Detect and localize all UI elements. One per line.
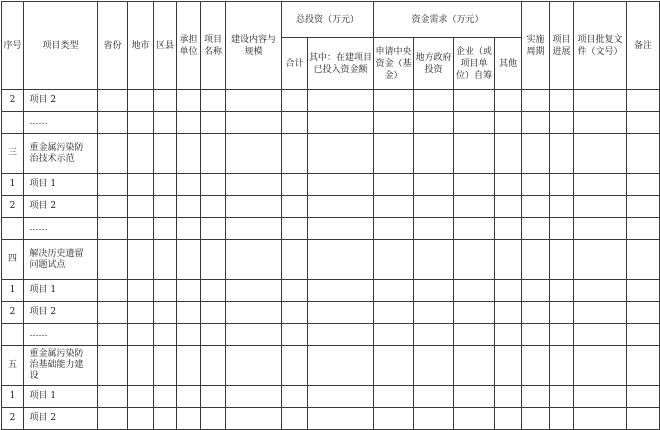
header-county: 区县	[154, 2, 177, 90]
table-cell	[201, 112, 226, 134]
table-cell	[495, 302, 522, 324]
row-type: 项目 1	[24, 174, 98, 196]
table-cell	[495, 196, 522, 218]
table-cell	[98, 324, 128, 346]
table-cell	[454, 90, 495, 112]
table-cell	[495, 134, 522, 174]
table-cell	[177, 324, 201, 346]
row-seq: 2	[2, 408, 24, 430]
table-cell	[454, 302, 495, 324]
table-cell	[414, 302, 454, 324]
header-province: 省份	[98, 2, 128, 90]
table-cell	[201, 386, 226, 408]
table-cell	[128, 408, 154, 430]
table-cell	[282, 302, 308, 324]
table-cell	[226, 174, 282, 196]
table-cell	[574, 302, 627, 324]
table-cell	[454, 324, 495, 346]
table-cell	[308, 174, 374, 196]
row-seq: 2	[2, 196, 24, 218]
table-cell	[495, 408, 522, 430]
table-cell	[574, 174, 627, 196]
table-cell	[522, 240, 550, 280]
table-cell	[201, 134, 226, 174]
table-row	[2, 174, 660, 196]
table-cell	[98, 346, 128, 386]
table-cell	[627, 174, 660, 196]
table-cell	[128, 386, 154, 408]
table-cell	[226, 112, 282, 134]
table-cell	[627, 324, 660, 346]
table-cell	[308, 112, 374, 134]
table-cell	[128, 196, 154, 218]
header-seq: 序号	[2, 2, 24, 90]
table-cell	[308, 134, 374, 174]
table-cell	[308, 324, 374, 346]
table-cell	[154, 90, 177, 112]
header-total: 合计	[282, 38, 308, 90]
header-type: 项目类型	[24, 2, 98, 90]
table-cell	[522, 90, 550, 112]
table-cell	[627, 218, 660, 240]
row-seq	[2, 324, 24, 346]
table-cell	[627, 302, 660, 324]
table-cell	[154, 218, 177, 240]
table-cell	[627, 386, 660, 408]
table-cell	[282, 134, 308, 174]
header-period: 实施周期	[522, 2, 550, 90]
row-seq: 1	[2, 386, 24, 408]
table-row	[2, 280, 660, 302]
table-cell	[454, 174, 495, 196]
table-cell	[98, 112, 128, 134]
table-cell	[226, 408, 282, 430]
table-cell	[495, 240, 522, 280]
row-type: ……	[24, 324, 98, 346]
table-cell	[414, 240, 454, 280]
table-cell	[128, 302, 154, 324]
table-cell	[177, 218, 201, 240]
table-cell	[154, 134, 177, 174]
table-cell	[454, 112, 495, 134]
table-cell	[226, 386, 282, 408]
table-row	[2, 386, 660, 408]
table-cell	[177, 302, 201, 324]
table-cell	[282, 324, 308, 346]
table-cell	[574, 280, 627, 302]
header-remarks: 备注	[627, 2, 660, 90]
table-cell	[282, 408, 308, 430]
table-cell	[308, 346, 374, 386]
table-cell	[522, 408, 550, 430]
table-cell	[574, 324, 627, 346]
table-cell	[226, 324, 282, 346]
table-cell	[574, 90, 627, 112]
table-cell	[308, 218, 374, 240]
table-cell	[414, 346, 454, 386]
header-local: 地方政府投资	[414, 38, 454, 90]
table-cell	[308, 90, 374, 112]
table-cell	[550, 302, 574, 324]
table-cell	[226, 240, 282, 280]
row-seq	[2, 218, 24, 240]
table-cell	[550, 112, 574, 134]
row-seq: 2	[2, 90, 24, 112]
table-cell	[574, 240, 627, 280]
table-cell	[374, 174, 414, 196]
table-cell	[414, 280, 454, 302]
table-cell	[128, 218, 154, 240]
table-cell	[98, 90, 128, 112]
row-seq: 五	[2, 346, 24, 386]
table-cell	[522, 346, 550, 386]
table-cell	[226, 346, 282, 386]
table-cell	[414, 196, 454, 218]
header-invested: 其中：在建项目已投入资金额	[308, 38, 374, 90]
table-cell	[522, 174, 550, 196]
row-seq: 1	[2, 280, 24, 302]
table-cell	[226, 302, 282, 324]
table-cell	[98, 196, 128, 218]
table-cell	[201, 196, 226, 218]
table-cell	[454, 134, 495, 174]
table-cell	[177, 112, 201, 134]
table-cell	[374, 134, 414, 174]
header-enterprise: 企业（或项目单位）自筹	[454, 38, 495, 90]
table-cell	[414, 134, 454, 174]
table-cell	[154, 112, 177, 134]
table-cell	[226, 196, 282, 218]
table-cell	[177, 408, 201, 430]
table-cell	[128, 346, 154, 386]
table-cell	[308, 386, 374, 408]
table-cell	[128, 280, 154, 302]
table-cell	[128, 324, 154, 346]
table-cell	[177, 346, 201, 386]
table-cell	[201, 280, 226, 302]
table-cell	[574, 386, 627, 408]
table-cell	[98, 134, 128, 174]
table-row	[2, 90, 660, 112]
table-cell	[414, 218, 454, 240]
table-cell	[282, 240, 308, 280]
table-cell	[495, 90, 522, 112]
table-cell	[226, 218, 282, 240]
table-cell	[414, 174, 454, 196]
row-type: ……	[24, 112, 98, 134]
table-cell	[282, 386, 308, 408]
table-cell	[454, 218, 495, 240]
table-cell	[177, 174, 201, 196]
table-cell	[454, 240, 495, 280]
row-type: 项目 2	[24, 196, 98, 218]
table-cell	[627, 280, 660, 302]
table-row	[2, 134, 660, 174]
table-cell	[414, 386, 454, 408]
header-content: 建设内容与规模	[226, 2, 282, 90]
table-cell	[574, 196, 627, 218]
header-total-investment: 总投资（万元）	[282, 2, 374, 38]
header-city: 地市	[128, 2, 154, 90]
table-cell	[414, 408, 454, 430]
table-cell	[414, 112, 454, 134]
table-cell	[282, 196, 308, 218]
table-row	[2, 112, 660, 134]
table-cell	[522, 112, 550, 134]
table-cell	[98, 280, 128, 302]
table-cell	[308, 196, 374, 218]
table-cell	[154, 174, 177, 196]
row-type: 项目 1	[24, 280, 98, 302]
table-cell	[128, 240, 154, 280]
table-cell	[550, 408, 574, 430]
table-cell	[414, 324, 454, 346]
table-cell	[550, 324, 574, 346]
row-type: 解决历史遗留问题试点	[24, 240, 98, 280]
table-cell	[374, 408, 414, 430]
header-central: 申请中央资金（基金）	[374, 38, 414, 90]
table-cell	[201, 218, 226, 240]
table-cell	[550, 280, 574, 302]
table-cell	[454, 196, 495, 218]
table-cell	[226, 134, 282, 174]
table-cell	[550, 346, 574, 386]
table-cell	[495, 174, 522, 196]
table-cell	[374, 240, 414, 280]
table-cell	[522, 324, 550, 346]
table-cell	[98, 218, 128, 240]
header-other: 其他	[495, 38, 522, 90]
table-cell	[282, 112, 308, 134]
table-cell	[374, 346, 414, 386]
table-cell	[154, 324, 177, 346]
table-cell	[550, 386, 574, 408]
table-cell	[414, 90, 454, 112]
table-cell	[201, 174, 226, 196]
table-cell	[177, 240, 201, 280]
table-cell	[98, 386, 128, 408]
table-cell	[627, 346, 660, 386]
table-cell	[374, 302, 414, 324]
table-cell	[128, 134, 154, 174]
table-cell	[454, 346, 495, 386]
header-progress: 项目进展	[550, 2, 574, 90]
table-cell	[98, 302, 128, 324]
table-cell	[128, 90, 154, 112]
table-cell	[522, 302, 550, 324]
table-cell	[522, 218, 550, 240]
table-cell	[154, 386, 177, 408]
table-cell	[550, 218, 574, 240]
row-type: 项目 2	[24, 408, 98, 430]
row-seq: 四	[2, 240, 24, 280]
table-cell	[154, 346, 177, 386]
table-cell	[522, 134, 550, 174]
table-cell	[495, 346, 522, 386]
table-cell	[374, 280, 414, 302]
table-row	[2, 240, 660, 280]
table-cell	[201, 346, 226, 386]
table-cell	[177, 280, 201, 302]
table-cell	[177, 90, 201, 112]
row-seq: 1	[2, 174, 24, 196]
table-cell	[128, 112, 154, 134]
table-cell	[495, 218, 522, 240]
table-cell	[574, 112, 627, 134]
project-table	[1, 1, 660, 430]
table-cell	[154, 280, 177, 302]
row-type: ……	[24, 218, 98, 240]
table-cell	[522, 386, 550, 408]
table-cell	[154, 302, 177, 324]
table-cell	[374, 112, 414, 134]
table-cell	[374, 386, 414, 408]
table-row	[2, 346, 660, 386]
table-cell	[98, 174, 128, 196]
table-cell	[177, 134, 201, 174]
row-seq	[2, 112, 24, 134]
row-type: 重金属污染防治基础能力建设	[24, 346, 98, 386]
table-cell	[282, 346, 308, 386]
row-seq: 三	[2, 134, 24, 174]
table-cell	[177, 386, 201, 408]
table-cell	[454, 280, 495, 302]
table-cell	[154, 196, 177, 218]
table-cell	[308, 408, 374, 430]
table-cell	[282, 280, 308, 302]
table-cell	[522, 280, 550, 302]
table-cell	[201, 408, 226, 430]
table-cell	[98, 408, 128, 430]
table-cell	[574, 346, 627, 386]
table-row	[2, 408, 660, 430]
table-cell	[201, 302, 226, 324]
table-cell	[282, 218, 308, 240]
table-cell	[550, 90, 574, 112]
header-funding-need: 资金需求（万元）	[374, 2, 522, 38]
table-cell	[226, 280, 282, 302]
table-cell	[522, 196, 550, 218]
table-cell	[454, 408, 495, 430]
table-cell	[201, 324, 226, 346]
row-type: 重金属污染防治技术示范	[24, 134, 98, 174]
table-cell	[454, 386, 495, 408]
table-cell	[201, 240, 226, 280]
table-cell	[177, 196, 201, 218]
header-unit: 承担单位	[177, 2, 201, 90]
table-cell	[495, 386, 522, 408]
table-cell	[550, 196, 574, 218]
table-cell	[627, 90, 660, 112]
table-cell	[374, 324, 414, 346]
table-cell	[308, 302, 374, 324]
table-cell	[154, 408, 177, 430]
table-cell	[282, 90, 308, 112]
table-cell	[495, 112, 522, 134]
table-cell	[374, 218, 414, 240]
table-body	[2, 90, 660, 430]
table-cell	[308, 280, 374, 302]
table-cell	[495, 280, 522, 302]
table-cell	[574, 218, 627, 240]
row-type: 项目 2	[24, 302, 98, 324]
table-cell	[154, 240, 177, 280]
table-cell	[574, 134, 627, 174]
table-cell	[627, 240, 660, 280]
table-cell	[374, 90, 414, 112]
table-cell	[627, 196, 660, 218]
row-type: 项目 1	[24, 386, 98, 408]
table-row	[2, 324, 660, 346]
table-cell	[550, 174, 574, 196]
table-cell	[550, 240, 574, 280]
row-seq: 2	[2, 302, 24, 324]
table-cell	[627, 134, 660, 174]
table-cell	[282, 174, 308, 196]
table-cell	[550, 134, 574, 174]
table-cell	[98, 240, 128, 280]
table-cell	[201, 90, 226, 112]
table-cell	[128, 174, 154, 196]
table-cell	[374, 196, 414, 218]
table-cell	[574, 408, 627, 430]
table-row	[2, 302, 660, 324]
table-cell	[627, 408, 660, 430]
header-approval: 项目批复文件（文号）	[574, 2, 627, 90]
header-name: 项目名称	[201, 2, 226, 90]
table-cell	[308, 240, 374, 280]
table-cell	[495, 324, 522, 346]
table-cell	[226, 90, 282, 112]
row-type: 项目 2	[24, 90, 98, 112]
table-cell	[627, 112, 660, 134]
table-row	[2, 196, 660, 218]
table-row	[2, 218, 660, 240]
